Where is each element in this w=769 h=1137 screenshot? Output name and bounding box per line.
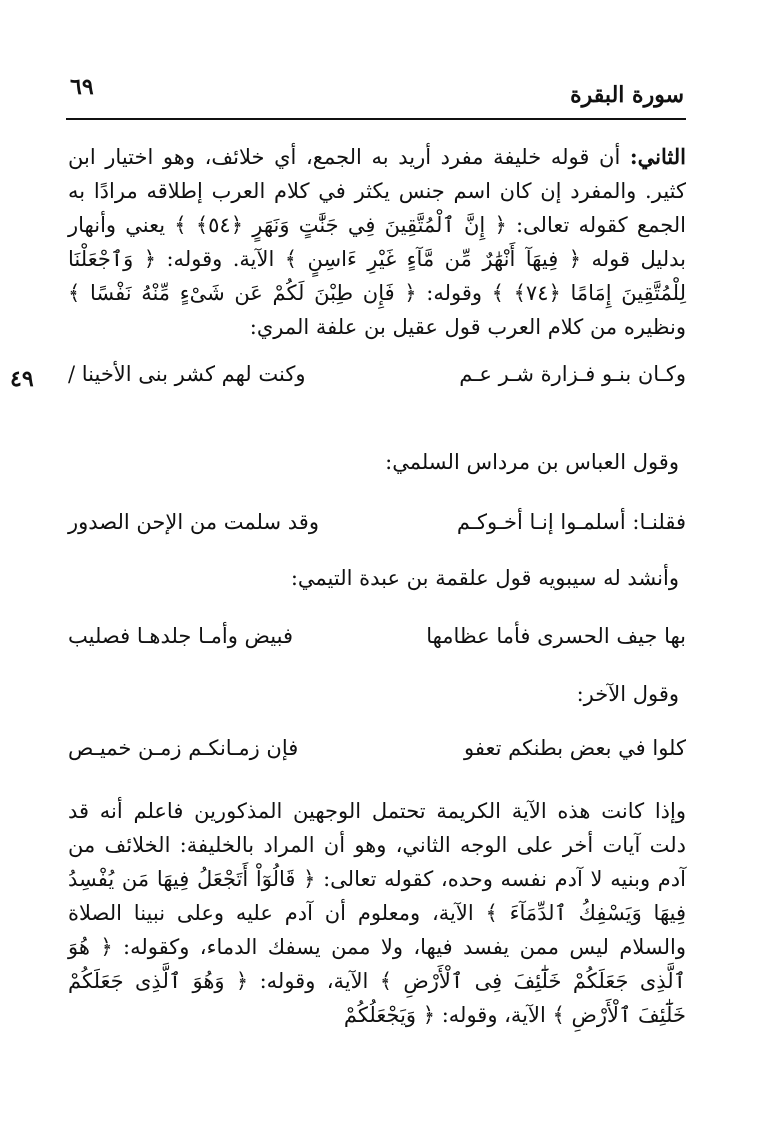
- verse-4-first-hemistich: كلوا في بعض بطنكم تعفو: [463, 736, 686, 760]
- verse-1-first-hemistich: وكـان بنـو فـزارة شـر عـم: [459, 362, 686, 386]
- verse-line-2: [68, 510, 686, 546]
- paragraph-1: [68, 140, 686, 344]
- verse-line-1: [68, 362, 686, 398]
- paragraph-2: [68, 794, 686, 1032]
- verse-4-second-hemistich: فإن زمـانكـم زمـن خميـص: [68, 736, 299, 760]
- surah-title: سورة البقرة: [570, 82, 684, 108]
- verse-1-second-hemistich: وكنت لهم كشر بنى الأخينا /: [68, 362, 306, 386]
- paragraph-1-text: أن قوله خليفة مفرد أريد به الجمع، أي خلائف، وهو اختيار ابن كثير. والمفرد إن كان اسم جنس يكثر في كلام العرب إطلاقه مرادًا به الجمع كقوله تعالى: ﴿ إِنَّ ٱلْمُتَّقِينَ فِي جَنَّٰتٍ وَنَهَرٍ ﴿٥٤﴾ ﴾ يعني وأنهار بدليل قوله ﴿ فِيهَآ أَنْهَٰرٌ مِّن مَّآءٍ غَيْرِ ءَاسِنٍ ﴾ الآية. وقوله: ﴿ وَٱجْعَلْنَا لِلْمُتَّقِينَ إِمَامًا ﴿٧٤﴾ ﴾ وقوله: ﴿ فَإِن طِبْنَ لَكُمْ عَن شَىْءٍ مِّنْهُ نَفْسًا ﴾ ونظيره من كلام العرب قول عقيل بن علفة المري:: [68, 145, 686, 339]
- paragraph-2-text: وإذا كانت هذه الآية الكريمة تحتمل الوجهين المذكورين فاعلم أنه قد دلت آيات أخر على الوجه الثاني، وهو أن المراد بالخليفة: الخلائف من آدم وبنيه لا آدم نفسه وحده، كقوله تعالى: ﴿ قَالُوٓاْ أَتَجْعَلُ فِيهَا مَن يُفْسِدُ فِيهَا وَيَسْفِكُ ٱلدِّمَآءَ ﴾ الآية، ومعلوم أن آدم عليه وعلى نبينا الصلاة والسلام ليس ممن يفسد فيها، ولا ممن يسفك الدماء، وكقوله: ﴿ هُوَ ٱلَّذِى جَعَلَكُمْ خَلَٰٓئِفَ فِى ٱلْأَرْضِ ﴾ الآية، وقوله: ﴿ وَهُوَ ٱلَّذِى جَعَلَكُمْ خَلَٰٓئِفَ ٱلْأَرْضِ ﴾ الآية، وقوله: ﴿ وَيَجْعَلُكُمْ: [68, 799, 686, 1027]
- intro-line-2: وقول العباس بن مرداس السلمي:: [385, 450, 679, 474]
- verse-2-second-hemistich: وقد سلمت من الإحن الصدور: [68, 510, 319, 534]
- verse-2-first-hemistich: فقلنـا: أسلمـوا إنـا أخـوكـم: [456, 510, 686, 534]
- intro-line-4: وقول الآخر:: [576, 682, 679, 706]
- intro-line-3: وأنشد له سيبويه قول علقمة بن عبدة التيمي:: [290, 566, 679, 590]
- paragraph-1-lead: الثاني:: [629, 144, 686, 169]
- running-header: [66, 74, 686, 120]
- verse-3-first-hemistich: بها جيف الحسرى فأما عظامها: [426, 624, 686, 648]
- margin-page-number: ٤٩: [10, 366, 34, 392]
- page-number: ٦٩: [70, 74, 94, 100]
- verse-line-4: [68, 736, 686, 772]
- verse-line-3: [68, 624, 686, 660]
- verse-3-second-hemistich: فبيض وأمـا جلدهـا فصليب: [68, 624, 293, 648]
